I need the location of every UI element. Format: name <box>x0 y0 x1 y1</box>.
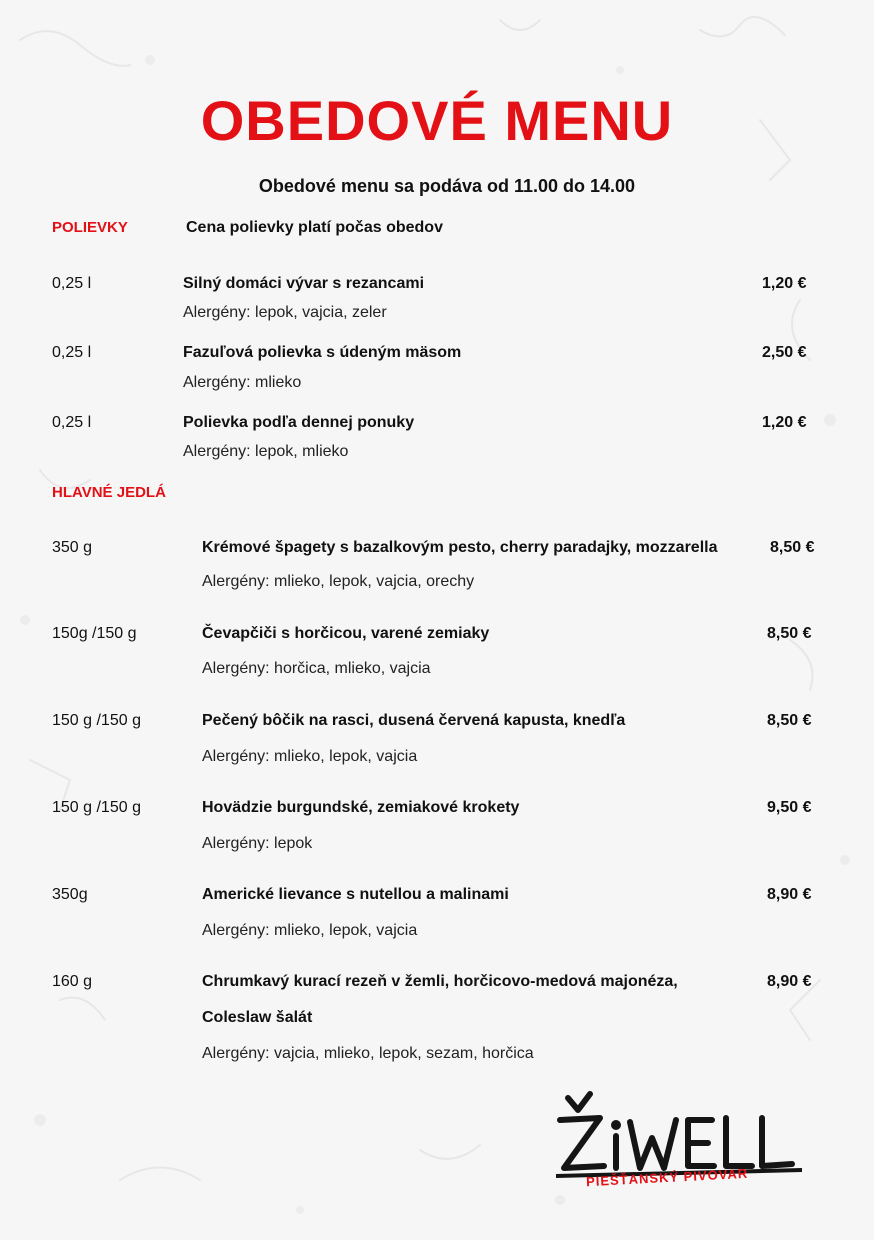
item-name: Pečený bôčik na rasci, dusená červená kapusta, knedľa <box>202 712 626 729</box>
item-name: Americké lievance s nutellou a malinami <box>202 886 509 903</box>
item-price: 8,90 € <box>767 973 812 990</box>
item-allergens: Alergény: mlieko, lepok, vajcia, orechy <box>202 573 475 590</box>
item-quantity: 0,25 l <box>52 344 92 361</box>
item-price: 8,90 € <box>767 886 812 903</box>
item-quantity: 0,25 l <box>52 414 92 431</box>
item-quantity: 150 g /150 g <box>52 712 141 729</box>
item-price: 1,20 € <box>762 275 807 292</box>
item-allergens: Alergény: vajcia, mlieko, lepok, sezam, horčica <box>202 1045 534 1062</box>
item-price: 9,50 € <box>767 799 812 816</box>
item-price: 8,50 € <box>767 625 812 642</box>
soups-price-note: Cena polievky platí počas obedov <box>186 219 443 236</box>
item-quantity: 160 g <box>52 973 93 990</box>
serving-hours-note: Obedové menu sa podáva od 11.00 do 14.00 <box>258 176 636 196</box>
item-price: 1,20 € <box>762 414 807 431</box>
item-name: Silný domáci vývar s rezancami <box>183 275 425 292</box>
item-name: Krémové špagety s bazalkovým pesto, cherry paradajky, mozzarella <box>202 539 718 556</box>
menu-title: OBEDOVÉ MENU <box>200 89 674 152</box>
item-price: 8,50 € <box>767 712 812 729</box>
item-allergens: Alergény: mlieko <box>183 374 302 391</box>
item-quantity: 350 g <box>52 539 93 556</box>
item-allergens: Alergény: lepok <box>202 835 313 852</box>
item-name: Chrumkavý kurací rezeň v žemli, horčicovo-medová majonéza, <box>202 973 678 990</box>
item-name: Fazuľová polievka s údeným mäsom <box>183 344 462 361</box>
item-price: 8,50 € <box>770 539 815 556</box>
item-allergens: Alergény: mlieko, lepok, vajcia <box>202 922 418 939</box>
item-name: Hovädzie burgundské, zemiakové krokety <box>202 799 520 816</box>
item-quantity: 350g <box>52 886 88 903</box>
item-allergens: Alergény: lepok, mlieko <box>183 443 349 460</box>
item-allergens: Alergény: horčica, mlieko, vajcia <box>202 660 431 677</box>
item-allergens: Alergény: mlieko, lepok, vajcia <box>202 748 418 765</box>
section-heading-mains: HLAVNÉ JEDLÁ <box>52 484 166 501</box>
item-quantity: 0,25 l <box>52 275 92 292</box>
item-name: Polievka podľa dennej ponuky <box>183 414 415 431</box>
item-quantity: 150g /150 g <box>52 625 137 642</box>
section-heading-soups: POLIEVKY <box>52 219 128 236</box>
item-allergens: Alergény: lepok, vajcia, zeler <box>183 304 387 321</box>
item-price: 2,50 € <box>762 344 807 361</box>
item-name-continued: Coleslaw šalát <box>202 1009 313 1026</box>
item-name: Čevapčiči s horčicou, varené zemiaky <box>202 625 490 642</box>
logo-tagline: PIEŠŤANSKÝ PIVOVAR <box>585 1165 749 1190</box>
item-quantity: 150 g /150 g <box>52 799 141 816</box>
